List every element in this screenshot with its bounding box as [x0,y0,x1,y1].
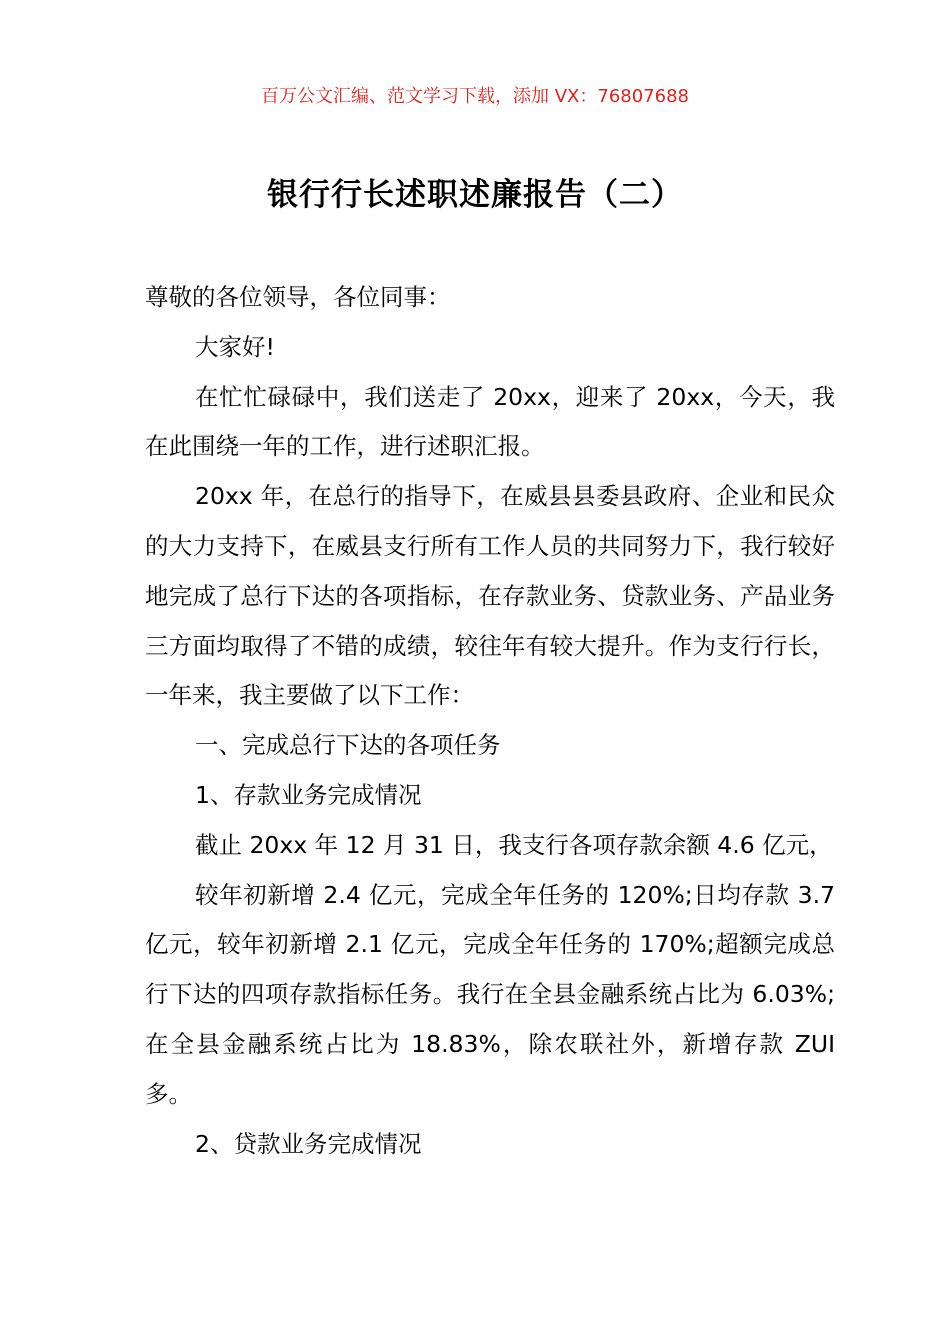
summary-paragraph: 20xx 年，在总行的指导下，在威县县委县政府、企业和民众的大力支持下，在威县支行所有工作人员的共同努力下，我行较好地完成了总行下达的各项指标，在存款业务、贷款业务、产品业务三方面均取得了不错的成绩，较往年有较大提升。作为支行行长，一年来，我主要做了以下工作： [145,482,835,710]
document-title: 银行行长述职述廉报告（二） [267,177,683,213]
subsection-heading-deposit: 1、存款业务完成情况 [195,780,422,809]
watermark-header: 百万公文汇编、范文学习下载，添加 VX：76807688 [261,86,689,107]
deposit-detail-paragraph: 较年初新增 2.4 亿元，完成全年任务的 120%;日均存款 3.7 亿元，较年初新增 2.1 亿元，完成全年任务的 170%;超额完成总行下达的四项存款指标任务。我行在全县金融系统占比为 6.03%;在全县金融系统占比为 18.83%，除农联社外，新增存款 ZUI 多。 [145,880,835,1108]
greeting-paragraph: 尊敬的各位领导，各位同事： [145,283,451,311]
document-body [145,273,835,1169]
subsection-heading-loan: 2、贷款业务完成情况 [195,1129,422,1158]
section-heading-1: 一、完成总行下达的各项任务 [195,731,501,760]
intro-paragraph: 在忙忙碌碌中，我们送走了 20xx，迎来了 20xx，今天，我在此围绕一年的工作，进行述职汇报。 [145,382,835,461]
salutation-paragraph: 大家好! [195,332,275,361]
deposit-paragraph-line: 截止 20xx 年 12 月 31 日，我支行各项存款余额 4.6 亿元， [195,830,833,859]
